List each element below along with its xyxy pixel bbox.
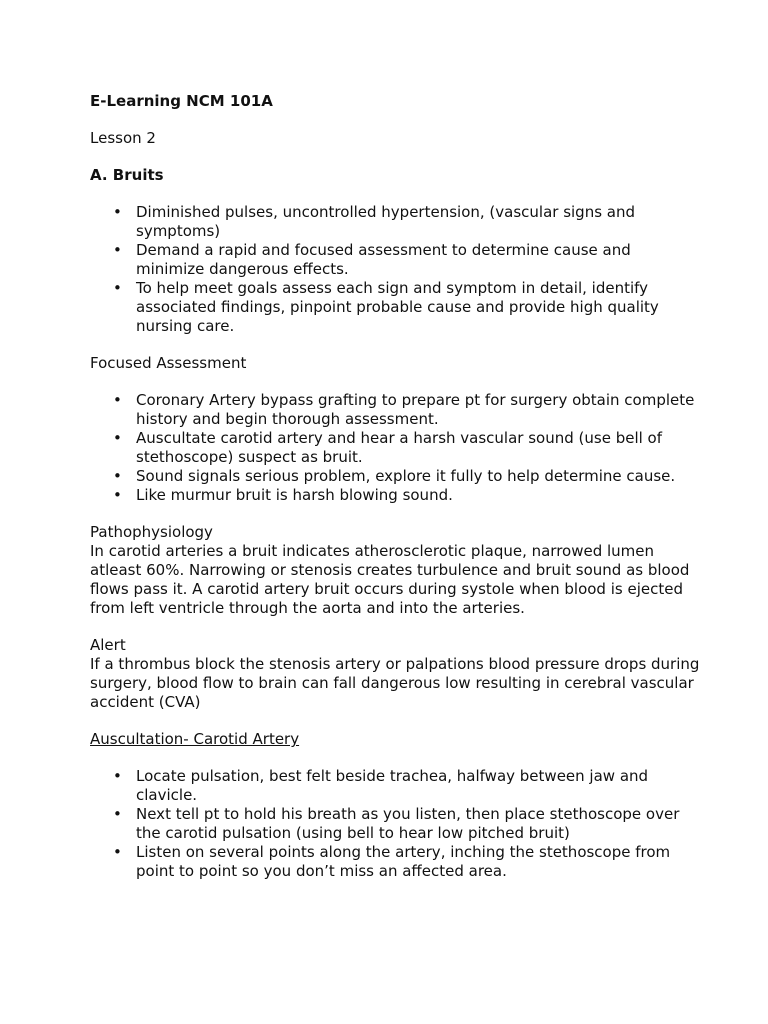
list-item: • Diminished pulses, uncontrolled hypertension, (vascular signs and symptoms) bbox=[113, 203, 636, 240]
list-item: • Like murmur bruit is harsh blowing sound. bbox=[113, 486, 453, 504]
list-item: • Locate pulsation, best felt beside trachea, halfway between jaw and clavicle. bbox=[113, 767, 649, 804]
bullet-icon: • bbox=[113, 429, 122, 447]
bruits-list bbox=[90, 203, 700, 336]
document-title: E-Learning NCM 101A bbox=[90, 92, 273, 110]
focused-assessment-list bbox=[90, 391, 700, 505]
list-item: • Listen on several points along the artery, inching the stethoscope from point to point so you don’t miss an affected area. bbox=[113, 843, 671, 880]
bullet-icon: • bbox=[113, 203, 122, 221]
list-item: • To help meet goals assess each sign and symptom in detail, identify associated findings, pinpoint probable cause and provide high quality nursing care. bbox=[113, 279, 659, 335]
section-heading-bruits: A. Bruits bbox=[90, 166, 164, 184]
section-heading-pathophysiology: Pathophysiology bbox=[90, 523, 213, 541]
bullet-icon: • bbox=[113, 391, 122, 409]
bullet-icon: • bbox=[113, 767, 122, 785]
lesson-label: Lesson 2 bbox=[90, 129, 156, 147]
list-item: • Auscultate carotid artery and hear a harsh vascular sound (use bell of stethoscope) suspect as bruit. bbox=[113, 429, 663, 466]
pathophysiology-paragraph: In carotid arteries a bruit indicates atherosclerotic plaque, narrowed lumen atleast 60%. Narrowing or stenosis creates turbulence and bruit sound as blood flows pass it. A carotid artery bruit occurs during systole when blood is ejected from left ventricle through the aorta and into the arteries. bbox=[90, 542, 690, 617]
section-heading-auscultation: Auscultation- Carotid Artery bbox=[90, 730, 300, 748]
bullet-icon: • bbox=[113, 241, 122, 259]
bullet-icon: • bbox=[113, 486, 122, 504]
bullet-icon: • bbox=[113, 843, 122, 861]
auscultation-list bbox=[90, 767, 700, 881]
document-page bbox=[90, 92, 700, 899]
alert-paragraph: If a thrombus block the stenosis artery or palpations blood pressure drops during surgery, blood flow to brain can fall dangerous low resulting in cerebral vascular accident (CVA) bbox=[90, 655, 700, 711]
list-item: • Sound signals serious problem, explore it fully to help determine cause. bbox=[113, 467, 676, 485]
bullet-icon: • bbox=[113, 467, 122, 485]
list-item: • Coronary Artery bypass grafting to prepare pt for surgery obtain complete history and begin thorough assessment. bbox=[113, 391, 695, 428]
section-heading-alert: Alert bbox=[90, 636, 126, 654]
list-item: • Next tell pt to hold his breath as you listen, then place stethoscope over the carotid pulsation (using bell to hear low pitched bruit) bbox=[113, 805, 680, 842]
bullet-icon: • bbox=[113, 279, 122, 297]
bullet-icon: • bbox=[113, 805, 122, 823]
section-heading-focused-assessment: Focused Assessment bbox=[90, 354, 247, 372]
list-item: • Demand a rapid and focused assessment to determine cause and minimize dangerous effects. bbox=[113, 241, 631, 278]
